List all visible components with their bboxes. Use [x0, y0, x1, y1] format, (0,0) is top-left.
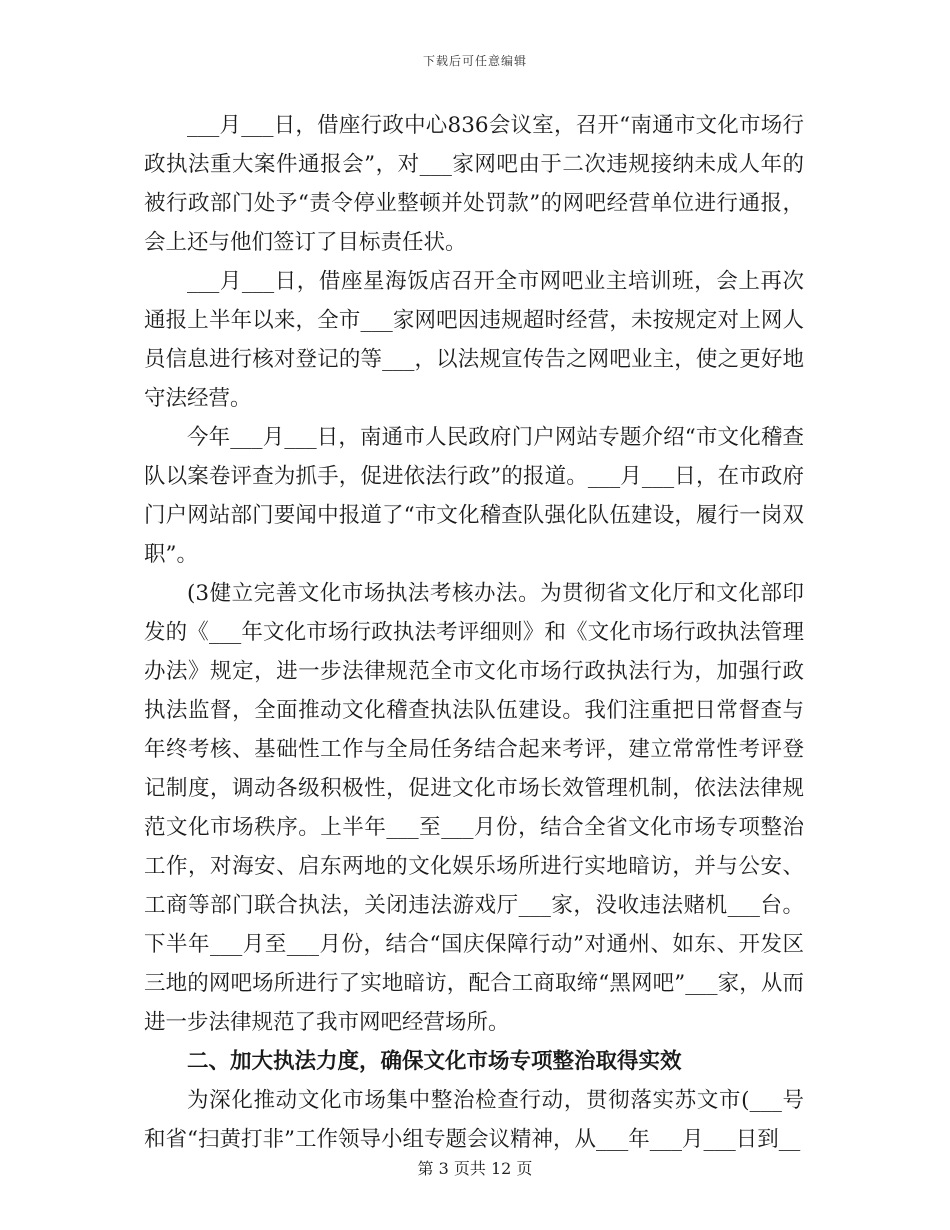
- paragraph-assessment: (3健立完善文化市场执法考核办法。为贯彻省文化厅和文化部印发的《___年文化市场行政执法考评细则》和《文化市场行政执法管理办法》规定，进一步法律规范全市文化市场行政执法行为，加强行政执法监督，全面推动文化稽查执法队伍建设。我们注重把日常督查与年终考核、基础性工作与全局任务结合起来考评，建立常常性考评登记制度，调动各级积极性，促进文化市场长效管理机制，依法法律规范文化市场秩序。上半年___至___月份，结合全省文化市场专项整治工作，对海安、启东两地的文化娱乐场所进行实地暗访，并与公安、工商等部门联合执法，关闭违法游戏厅___家，没收违法赌机___台。下半年___月至___月份，结合“国庆保障行动”对通州、如东、开发区三地的网吧场所进行了实地暗访，配合工商取缔“黑网吧”___家，从而进一步法律规范了我市网吧经营场所。: [144, 581, 804, 1035]
- paragraph-portal-report: 今年___月___日，南通市人民政府门户网站专题介绍“市文化稽查队以案卷评查为抓手，促进依法行政”的报道。___月___日，在市政府门户网站部门要闻中报道了“市文化稽查队强化队伍建设，履行一岗双职”。: [144, 425, 804, 567]
- document-body: [144, 106, 804, 1159]
- section-heading: 二、加大执法力度，确保文化市场专项整治取得实效: [187, 1049, 682, 1074]
- header-note: 下载后可任意编辑: [422, 54, 527, 68]
- paragraph-meeting-836: ___月___日，借座行政中心836会议室，召开“南通市文化市场行政执法重大案件通报会”，对___家网吧由于二次违规接纳未成人年的被行政部门处予“责令停业整顿并处罚款”的网吧经营单位进行通报，会上还与他们签订了目标责任状。: [144, 113, 804, 255]
- paragraph-training: ___月___日，借座星海饭店召开全市网吧业主培训班，会上再次通报上半年以来，全市___家网吧因违规超时经营，未按规定对上网人员信息进行核对登记的等___，以法规宣传告之网吧业主，使之更好地守法经营。: [144, 269, 804, 411]
- paragraph-crackdown: 为深化推动文化市场集中整治检查行动，贯彻落实苏文市(___号和省“扫黄打非”工作领导小组专题会议精神，从___年___月___日到__: [144, 1088, 804, 1152]
- page-number: 第 3 页共 12 页: [417, 1159, 533, 1178]
